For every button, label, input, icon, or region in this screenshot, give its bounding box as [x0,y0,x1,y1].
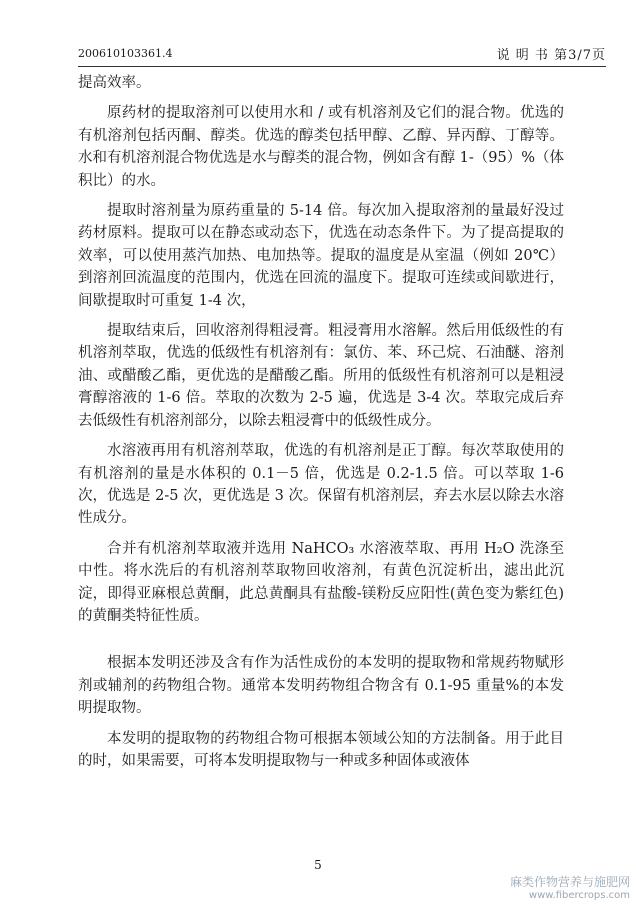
page-label: 说 明 书 第3/7页 [496,48,606,63]
paragraph-6: 根据本发明还涉及含有作为活性成份的本发明的提取物和常规药物赋形剂或辅剂的药物组合物。通常本发明药物组合物含有 0.1-95 重量%的本发明提取物。 [78,655,564,717]
paragraph-7: 本发明的提取物的药物组合物可根据本领域公知的方法制备。用于此目的时，如果需要，可将本发明提取物与一种或多种固体或液体 [78,730,564,769]
watermark-site-name: 麻类作物营养与施肥网 [509,875,630,889]
document-number: 200610103361.4 [78,47,173,60]
document-body [78,72,564,780]
header-rule [78,66,606,67]
watermark-url: www.fibercrops.com [528,890,630,901]
paragraph-1: 原药材的提取溶剂可以使用水和 / 或有机溶剂及它们的混合物。优选的有机溶剂包括丙酮、醇类。优选的醇类包括甲醇、乙醇、异丙醇、丁醇等。水和有机溶剂混合物优选是水与醇类的混合物，例如含有醇 1-（95）%（体积比）的水。 [78,105,564,189]
page-header [78,44,606,62]
paragraph-5: 合并有机溶剂萃取液并选用 NaHCO₃ 水溶液萃取、再用 H₂O 洗涤至中性。将水洗后的有机溶剂萃取物回收溶剂，有黄色沉淀析出，滤出此沉淀，即得亚麻根总黄酮，此总黄酮具有盐酸-镁粉反应阳性(黄色变为紫红色)的黄酮类特征性质。 [78,540,564,624]
paragraph-0: 提高效率。 [78,75,151,91]
watermark [510,873,630,901]
paragraph-3: 提取结束后，回收溶剂得粗浸膏。粗浸膏用水溶解。然后用低级性的有机溶剂萃取，优选的低级性有机溶剂有：氯仿、苯、环己烷、石油醚、溶剂油、或醋酸乙酯，更优选的是醋酸乙酯。所用的低级性有机溶剂可以是粗浸膏醇溶液的 1-6 倍。萃取的次数为 2-5 遍，优选是 3-4 次。萃取完成后弃去低级性有机溶剂部分，以除去粗浸膏中的低级性成分。 [78,323,564,429]
page-number: 5 [314,858,322,872]
paragraph-2: 提取时溶剂量为原药重量的 5-14 倍。每次加入提取溶剂的量最好没过药材原料。提取可以在静态或动态下，优选在动态条件下。为了提高提取的效率，可以使用蒸汽加热、电加热等。提取的温度是从室温（例如 20℃）到溶剂回流温度的范围内，优选在回流的温度下。提取可连续或间歇进行，间歇提取时可重复 1-4 次， [78,203,564,309]
paragraph-4: 水溶液再用有机溶剂萃取，优选的有机溶剂是正丁醇。每次萃取使用的有机溶剂的量是水体积的 0.1－5 倍，优选是 0.2-1.5 倍。可以萃取 1-6 次，优选是 2-5 次，更优选是 3 次。保留有机溶剂层，弃去水层以除去水溶性成分。 [78,443,565,527]
